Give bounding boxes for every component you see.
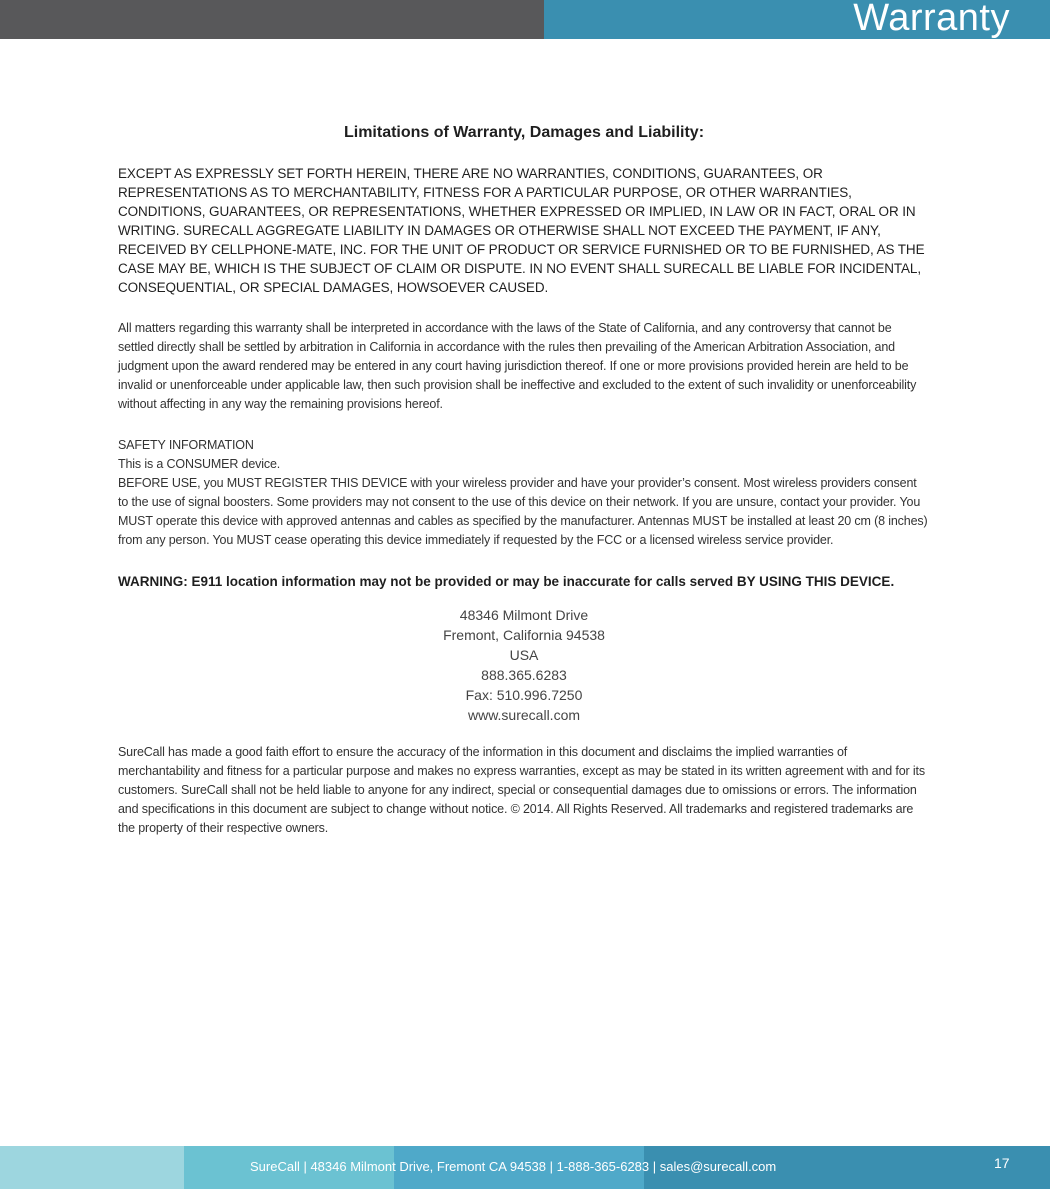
page-header: [0, 0, 1050, 39]
governing-law-paragraph: All matters regarding this warranty shall be interpreted in accordance with the laws of the State of California, and any controversy that cannot be settled directly shall be settled by arbitration in California in accordance with the rules then prevailing of the American Arbitration Association, and judgment upon the award rendered may be entered in any court having jurisdiction thereof. If one or more provisions provided herein are held to be invalid or unenforceable under applicable law, then such provision shall be ineffective and excluded to the extent of such invalidity or unenforceability without affecting in any way the remaining provisions hereof.: [118, 321, 917, 411]
consumer-device-notice: This is a CONSUMER device.: [118, 457, 281, 471]
safety-information: [118, 436, 930, 550]
company-address: [118, 605, 930, 725]
address-country: USA: [509, 647, 539, 663]
page-footer: [0, 1146, 1050, 1189]
footer-band-1: [0, 1146, 184, 1189]
address-phone: 888.365.6283: [481, 667, 567, 683]
legal-notice: SureCall has made a good faith effort to ensure the accuracy of the information in this document and disclaims the implied warranties of merchantability and fitness for a particular purpose and makes no express warranties, except as may be stated in its written agreement with and for its customers. SureCall shall not be held liable to anyone for any indirect, special or consequential damages due to omissions or errors. The information and specifications in this document are subject to change without notice. © 2014. All Rights Reserved. All trademarks and registered trademarks are the property of their respective owners.: [118, 745, 925, 835]
address-fax: Fax: 510.996.7250: [465, 687, 583, 703]
page-title: Warranty: [853, 0, 1010, 39]
page-number: 17: [994, 1155, 1010, 1171]
limitations-heading: Limitations of Warranty, Damages and Liability:: [343, 124, 705, 141]
address-city: Fremont, California 94538: [443, 627, 605, 643]
safety-instructions: BEFORE USE, you MUST REGISTER THIS DEVICE with your wireless provider and have your provider’s consent. Most wireless providers consent to the use of signal boosters. Some providers may not consent to the use of this device on their network. If you are unsure, contact your provider. You MUST operate this device with approved antennas and cables as specified by the manufacturer. Antennas MUST be installed at least 20 cm (8 inches) from any person. You MUST cease operating this device immediately if requested by the FCC or a licensed wireless service provider.: [118, 476, 928, 547]
header-dark-band: [0, 0, 544, 39]
safety-heading: SAFETY INFORMATION: [118, 438, 254, 452]
warranty-disclaimer: EXCEPT AS EXPRESSLY SET FORTH HEREIN, THERE ARE NO WARRANTIES, CONDITIONS, GUARANTEES, OR REPRESENTATIONS AS TO MERCHANTABILITY, FITNESS FOR A PARTICULAR PURPOSE, OR OTHER WARRANTIES, CONDITIONS, GUARANTEES, OR REPRESENTATIONS, WHETHER EXPRESSED OR IMPLIED, IN LAW OR IN FACT, ORAL OR IN WRITING. SURECALL AGGREGATE LIABILITY IN DAMAGES OR OTHERWISE SHALL NOT EXCEED THE PAYMENT, IF ANY, RECEIVED BY CELLPHONE-MATE, INC. FOR THE UNIT OF PRODUCT OR SERVICE FURNISHED OR TO BE FURNISHED, AS THE CASE MAY BE, WHICH IS THE SUBJECT OF CLAIM OR DISPUTE. IN NO EVENT SHALL SURECALL BE LIABLE FOR INCIDENTAL, CONSEQUENTIAL, OR SPECIAL DAMAGES, HOWSOEVER CAUSED.: [118, 166, 925, 295]
main-content: [118, 124, 930, 860]
address-street: 48346 Milmont Drive: [459, 607, 589, 623]
e911-warning: WARNING: E911 location information may not be provided or may be inaccurate for calls served BY USING THIS DEVICE.: [118, 574, 895, 589]
address-website[interactable]: www.surecall.com: [467, 707, 581, 723]
footer-contact: SureCall | 48346 Milmont Drive, Fremont CA 94538 | 1-888-365-6283 | sales@surecall.com: [250, 1159, 777, 1174]
